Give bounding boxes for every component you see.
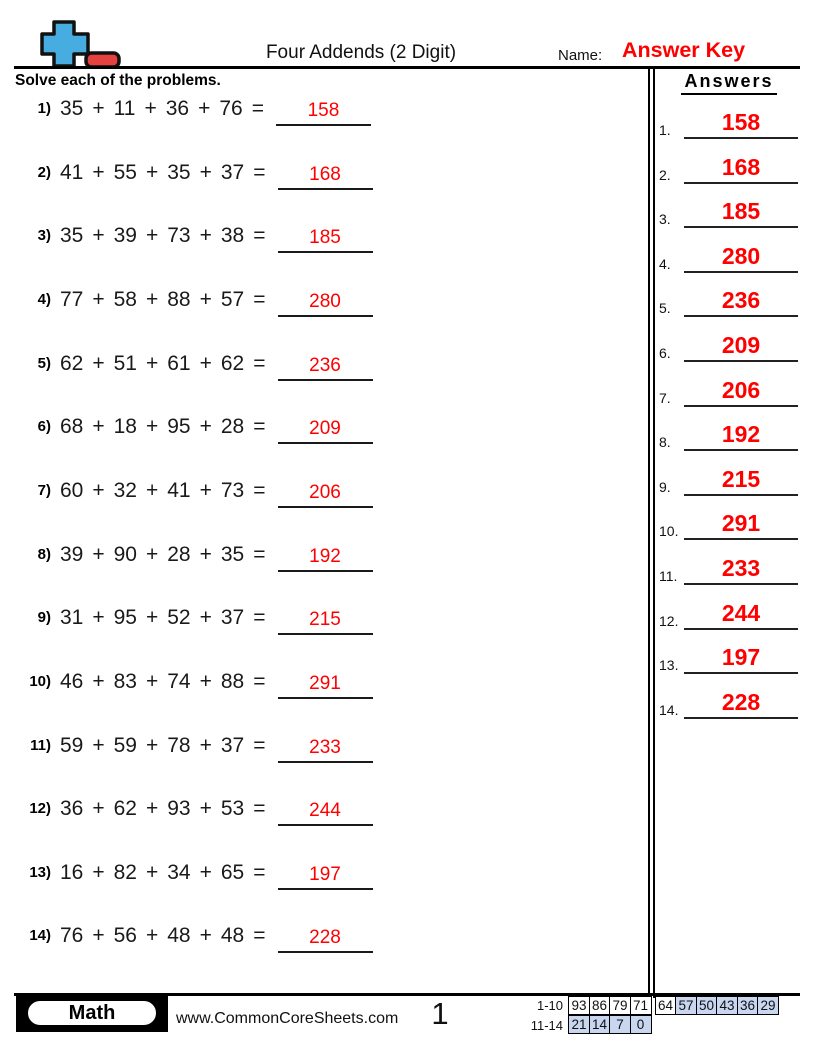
addend: 51 xyxy=(113,351,137,375)
addend: 35 xyxy=(60,224,84,248)
problem-row xyxy=(14,543,373,572)
answer-key-text: Answer Key xyxy=(622,38,746,62)
grading-scale-table xyxy=(521,996,779,1036)
addend: 34 xyxy=(167,860,191,884)
answer-value: 206 xyxy=(309,481,341,503)
problem-expression xyxy=(60,224,266,248)
plus-operator: + xyxy=(199,351,212,375)
answer-item-blank xyxy=(684,197,798,228)
addend: 36 xyxy=(60,797,84,821)
addend: 57 xyxy=(220,287,245,311)
addend: 65 xyxy=(220,860,245,884)
plus-operator: + xyxy=(145,478,159,502)
answer-item-number: 2. xyxy=(659,166,671,183)
problem-number: 10) xyxy=(29,672,51,690)
answer-item-number: 4. xyxy=(659,255,671,272)
addend: 53 xyxy=(220,797,245,821)
equals-sign: = xyxy=(253,733,266,757)
answer-item-number: 5. xyxy=(659,300,671,317)
problem-row xyxy=(14,288,373,317)
equals-sign: = xyxy=(253,351,266,375)
answer-item-blank xyxy=(684,108,798,139)
answer-item-blank xyxy=(684,242,798,273)
plus-operator: + xyxy=(145,415,159,439)
grading-row-label: 11-14 xyxy=(530,1018,563,1033)
addend: 11 xyxy=(113,97,136,120)
answer-item-blank xyxy=(684,465,798,496)
addend: 68 xyxy=(60,415,84,439)
plus-operator: + xyxy=(145,924,159,948)
answer-value: 233 xyxy=(309,736,341,758)
answer-item-number: 7. xyxy=(659,389,671,406)
answer-item-value: 244 xyxy=(721,599,761,626)
answer-item xyxy=(656,197,802,228)
grading-row-label: 1-10 xyxy=(536,998,563,1013)
problem-number: 3) xyxy=(37,227,51,245)
problem-number: 11) xyxy=(30,736,51,754)
addend: 16 xyxy=(60,860,84,884)
answer-item xyxy=(656,242,802,273)
addend: 37 xyxy=(220,160,245,184)
addend: 95 xyxy=(167,415,191,439)
addend: 41 xyxy=(60,160,84,184)
plus-operator: + xyxy=(199,160,212,184)
answer-item xyxy=(656,465,802,496)
equals-sign: = xyxy=(253,860,266,884)
addend: 37 xyxy=(220,733,245,757)
answer-value: 197 xyxy=(309,863,341,885)
problem-number: 7) xyxy=(37,481,51,499)
addend: 59 xyxy=(113,733,137,757)
answer-blank xyxy=(278,288,373,317)
answer-item xyxy=(656,376,802,407)
problem-expression xyxy=(60,797,266,821)
answer-item-blank xyxy=(684,688,798,719)
addend: 31 xyxy=(60,606,84,630)
answer-value: 215 xyxy=(309,609,341,631)
grading-cell: 64 xyxy=(655,996,677,1015)
addend: 56 xyxy=(113,924,137,948)
answer-blank xyxy=(278,479,373,508)
addend: 18 xyxy=(113,415,137,439)
plus-operator: + xyxy=(92,542,105,566)
grading-cell: 0 xyxy=(630,1015,652,1034)
answer-item-value: 233 xyxy=(721,555,761,581)
problem-number: 8) xyxy=(37,545,51,563)
plus-operator: + xyxy=(199,415,212,439)
problem-expression xyxy=(60,861,266,885)
answer-blank xyxy=(278,415,373,444)
answer-value: 236 xyxy=(309,354,341,376)
answer-blank xyxy=(278,543,373,572)
addend: 48 xyxy=(167,924,191,948)
problem-row xyxy=(14,415,373,444)
equals-sign: = xyxy=(251,97,264,120)
addend: 39 xyxy=(113,224,137,248)
plus-operator: + xyxy=(198,97,211,120)
grading-cell: 43 xyxy=(716,996,738,1015)
problem-expression xyxy=(60,924,266,948)
problem-number: 6) xyxy=(37,418,51,436)
addend: 55 xyxy=(113,160,137,184)
answer-item-number: 11. xyxy=(659,568,678,584)
problem-expression xyxy=(60,161,266,185)
answer-item-value: 228 xyxy=(721,688,761,715)
answer-item xyxy=(656,509,802,540)
grading-cell: 71 xyxy=(630,996,652,1015)
answer-item-number: 10. xyxy=(659,523,679,540)
answer-item xyxy=(656,554,802,585)
answer-item-blank xyxy=(684,509,798,540)
plus-operator: + xyxy=(92,97,105,120)
answer-item xyxy=(656,108,802,139)
problem-expression xyxy=(60,352,266,376)
worksheet-title: Four Addends (2 Digit) xyxy=(265,42,457,63)
answer-item-blank xyxy=(684,643,798,674)
addend: 78 xyxy=(167,733,191,757)
answer-item xyxy=(656,331,802,362)
plus-operator: + xyxy=(92,606,105,630)
plus-operator: + xyxy=(145,733,159,757)
grading-cell: 79 xyxy=(609,996,631,1015)
plus-operator: + xyxy=(92,415,105,439)
plus-operator: + xyxy=(92,160,105,184)
plus-operator: + xyxy=(92,351,105,375)
problem-row xyxy=(14,670,373,699)
equals-sign: = xyxy=(253,924,266,948)
plus-operator: + xyxy=(199,669,212,693)
answer-item-number: 9. xyxy=(659,478,671,495)
problem-row xyxy=(14,861,373,890)
answer-item-blank xyxy=(684,331,798,362)
answers-heading-wrap xyxy=(656,71,802,95)
addend: 35 xyxy=(60,97,84,120)
addend: 62 xyxy=(220,351,245,375)
plus-operator: + xyxy=(145,160,159,184)
grading-cell: 21 xyxy=(568,1015,590,1034)
plus-operator: + xyxy=(145,606,159,630)
addend: 88 xyxy=(220,669,245,693)
answer-blank xyxy=(278,606,373,635)
addend: 73 xyxy=(167,224,191,248)
plus-operator: + xyxy=(92,224,105,248)
plus-operator: + xyxy=(92,797,105,821)
equals-sign: = xyxy=(253,415,266,439)
addend: 60 xyxy=(60,478,84,502)
addend: 48 xyxy=(220,924,245,948)
addend: 35 xyxy=(167,160,191,184)
equals-sign: = xyxy=(253,797,266,821)
plus-operator: + xyxy=(199,478,212,502)
answer-value: 185 xyxy=(309,227,341,249)
addend: 58 xyxy=(113,287,137,311)
answer-item xyxy=(656,286,802,317)
answer-blank xyxy=(278,924,373,953)
answer-item-value: 158 xyxy=(721,109,761,135)
grading-cell: 86 xyxy=(589,996,611,1015)
plus-operator: + xyxy=(145,351,159,375)
answer-value: 168 xyxy=(309,163,341,185)
plus-operator: + xyxy=(199,542,212,566)
addend: 83 xyxy=(113,669,137,693)
addend: 77 xyxy=(60,287,84,311)
answer-blank xyxy=(278,352,373,381)
answer-blank xyxy=(278,734,373,763)
answer-item xyxy=(656,688,802,719)
plus-operator: + xyxy=(145,224,159,248)
problem-row xyxy=(14,797,373,826)
answer-item-number: 14. xyxy=(659,701,679,718)
plus-operator: + xyxy=(199,287,212,311)
answer-item-number: 13. xyxy=(659,657,679,674)
addend: 76 xyxy=(219,97,243,120)
grading-cell: 7 xyxy=(609,1015,631,1034)
problem-expression xyxy=(60,288,266,312)
plus-operator: + xyxy=(145,669,159,693)
equals-sign: = xyxy=(253,160,266,184)
plus-operator: + xyxy=(92,669,105,693)
problem-number: 1) xyxy=(37,100,51,117)
problem-row xyxy=(14,352,373,381)
grading-cell: 57 xyxy=(675,996,697,1015)
answer-item-number: 12. xyxy=(659,612,679,629)
addend: 35 xyxy=(220,542,245,566)
answer-item-blank xyxy=(684,554,798,585)
equals-sign: = xyxy=(253,669,266,693)
answer-item-value: 280 xyxy=(721,242,761,269)
answer-item-number: 8. xyxy=(659,434,671,451)
grading-cell: 50 xyxy=(696,996,718,1015)
answer-item xyxy=(656,599,802,630)
problem-expression xyxy=(60,734,266,758)
answer-value: 291 xyxy=(309,672,341,694)
addend: 62 xyxy=(60,351,84,375)
grading-cell: 36 xyxy=(737,996,759,1015)
problem-expression xyxy=(60,97,264,121)
plus-operator: + xyxy=(199,860,212,884)
answers-heading: Answers xyxy=(681,71,776,95)
answer-blank xyxy=(278,861,373,890)
answer-value: 192 xyxy=(309,545,341,567)
addend: 82 xyxy=(113,860,137,884)
problem-number: 4) xyxy=(37,290,51,308)
answer-value: 158 xyxy=(307,100,340,121)
addend: 93 xyxy=(167,797,191,821)
answer-value: 209 xyxy=(309,418,341,440)
name-label: Name: xyxy=(558,47,603,64)
plus-operator: + xyxy=(92,733,105,757)
addend: 73 xyxy=(220,478,245,502)
answer-blank xyxy=(278,670,373,699)
addend: 38 xyxy=(220,224,245,248)
answer-item xyxy=(656,420,802,451)
problem-row xyxy=(14,97,371,126)
answer-item-number: 6. xyxy=(659,345,671,361)
plus-operator: + xyxy=(144,97,157,120)
answer-item-value: 215 xyxy=(721,465,761,492)
subject-label: Math xyxy=(26,999,158,1027)
problem-row xyxy=(14,161,373,190)
answer-item-value: 185 xyxy=(721,198,761,225)
addend: 74 xyxy=(167,669,191,693)
answer-blank xyxy=(278,161,373,190)
grading-cell: 29 xyxy=(757,996,779,1015)
answer-item-number: 3. xyxy=(659,211,671,228)
answer-item-blank xyxy=(684,153,798,184)
answer-item-value: 291 xyxy=(721,510,761,537)
problem-number: 12) xyxy=(29,800,51,818)
answer-item-value: 168 xyxy=(721,153,761,180)
addend: 28 xyxy=(167,542,191,566)
problem-expression xyxy=(60,670,266,694)
answer-value: 280 xyxy=(309,290,341,312)
equals-sign: = xyxy=(253,287,266,311)
grading-cell: 93 xyxy=(568,996,590,1015)
grading-row xyxy=(521,996,779,1016)
equals-sign: = xyxy=(253,224,266,248)
addend: 90 xyxy=(113,542,137,566)
website-text: www.CommonCoreSheets.com xyxy=(176,1010,399,1027)
answer-value: 244 xyxy=(309,800,341,822)
addend: 28 xyxy=(220,415,245,439)
answer-item-value: 192 xyxy=(721,421,761,448)
plus-operator: + xyxy=(145,860,159,884)
equals-sign: = xyxy=(253,606,266,630)
addend: 36 xyxy=(165,97,190,120)
problem-number: 5) xyxy=(37,354,51,372)
instruction-text: Solve each of the problems. xyxy=(15,72,221,89)
addend: 32 xyxy=(113,478,137,502)
problem-expression xyxy=(60,479,266,503)
answer-item-blank xyxy=(684,286,798,317)
answers-column-divider xyxy=(648,66,655,998)
plus-operator: + xyxy=(199,224,212,248)
grading-row xyxy=(521,1016,779,1036)
problem-row xyxy=(14,479,373,508)
answer-item-value: 197 xyxy=(721,644,761,671)
plus-operator: + xyxy=(199,733,212,757)
plus-operator: + xyxy=(199,797,212,821)
answer-blank xyxy=(278,797,373,826)
problem-row xyxy=(14,924,373,953)
answer-item xyxy=(656,153,802,184)
plus-operator: + xyxy=(145,287,159,311)
plus-operator: + xyxy=(92,478,105,502)
answer-item-value: 206 xyxy=(721,376,761,403)
addend: 76 xyxy=(60,924,84,948)
problem-expression xyxy=(60,543,266,567)
addend: 52 xyxy=(167,606,191,630)
header-divider xyxy=(14,66,800,69)
plus-operator: + xyxy=(92,924,105,948)
problem-number: 2) xyxy=(37,163,51,181)
answer-item-value: 236 xyxy=(721,287,761,314)
plus-operator: + xyxy=(145,797,159,821)
problem-number: 13) xyxy=(29,863,51,881)
answer-item xyxy=(656,643,802,674)
answer-item-value: 209 xyxy=(721,332,761,358)
plus-operator: + xyxy=(199,924,212,948)
answer-item-blank xyxy=(684,376,798,407)
addend: 41 xyxy=(167,478,191,502)
addend: 95 xyxy=(113,606,137,630)
page-number: 1 xyxy=(431,996,449,1031)
addend: 62 xyxy=(113,797,137,821)
problem-expression xyxy=(60,415,266,439)
problem-number: 14) xyxy=(29,927,51,945)
answer-item-number: 1. xyxy=(659,122,671,138)
equals-sign: = xyxy=(253,478,266,502)
addend: 59 xyxy=(60,733,84,757)
problem-row xyxy=(14,734,373,763)
answer-blank xyxy=(276,97,371,126)
plus-operator: + xyxy=(199,606,212,630)
answer-item-blank xyxy=(684,420,798,451)
subject-badge xyxy=(16,995,168,1032)
addend: 46 xyxy=(60,669,84,693)
addend: 61 xyxy=(167,351,191,375)
problem-row xyxy=(14,224,373,253)
plus-operator: + xyxy=(145,542,159,566)
addend: 39 xyxy=(60,542,84,566)
grading-cell: 14 xyxy=(589,1015,611,1034)
addend: 88 xyxy=(167,287,191,311)
equals-sign: = xyxy=(253,542,266,566)
answer-value: 228 xyxy=(309,927,341,949)
answer-item-blank xyxy=(684,599,798,630)
problem-expression xyxy=(60,606,266,630)
answer-blank xyxy=(278,224,373,253)
problem-number: 9) xyxy=(37,609,51,627)
plus-operator: + xyxy=(92,287,105,311)
plus-operator: + xyxy=(92,860,105,884)
addend: 37 xyxy=(220,606,245,630)
problem-row xyxy=(14,606,373,635)
